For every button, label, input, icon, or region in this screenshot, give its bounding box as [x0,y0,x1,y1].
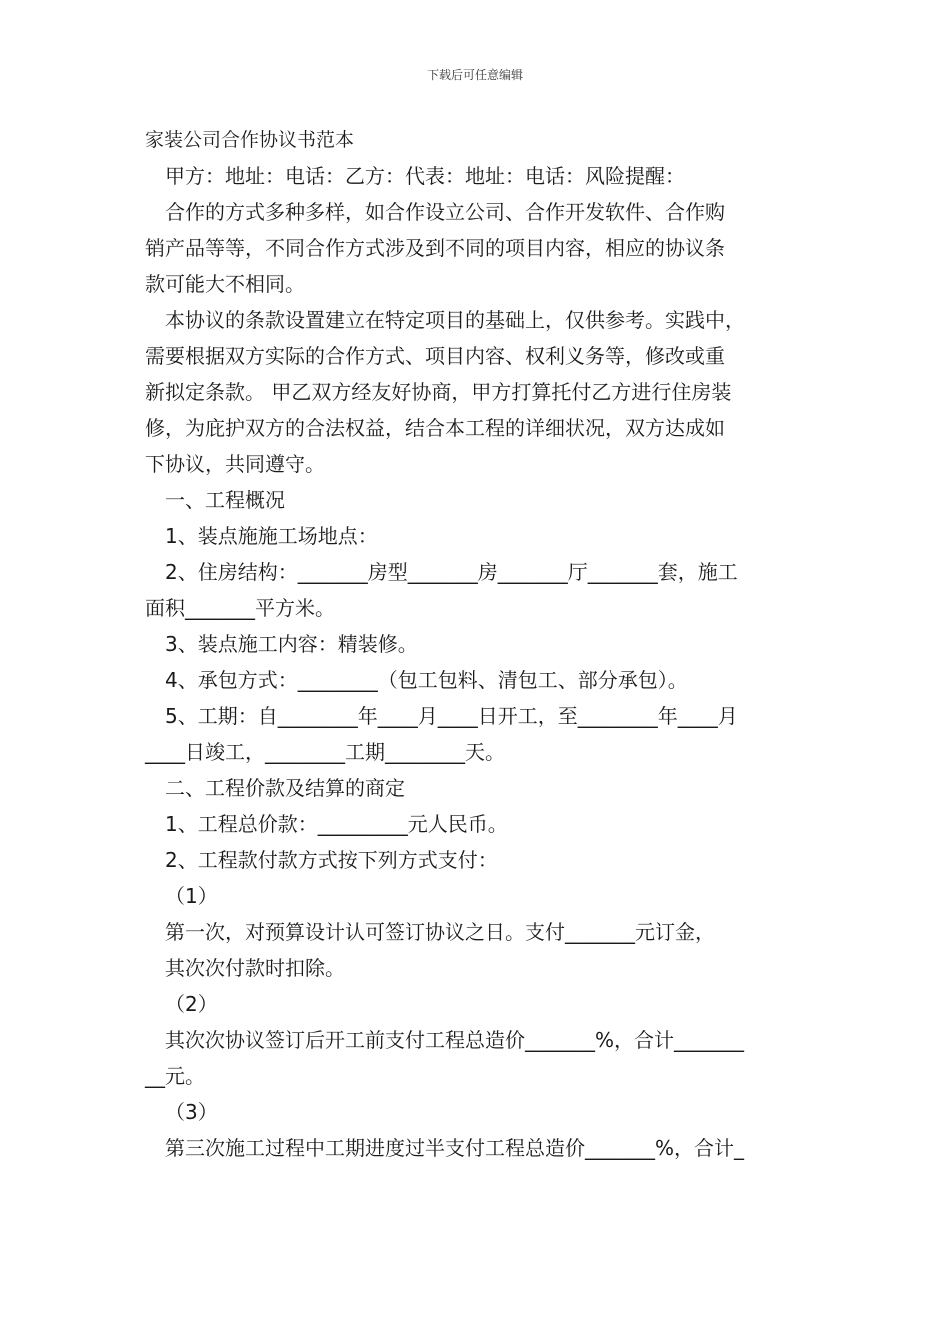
risk-paragraph-2-line-4: 修，为庇护双方的合法权益，结合本工程的详细状况，双方达成如 [145,416,725,440]
parties-line: 甲方：地址：电话：乙方：代表：地址：电话：风险提醒： [165,164,685,188]
payment-2-label: （2） [165,992,218,1016]
risk-paragraph-1-line-3: 款可能大不相同。 [145,272,305,296]
section-1-item-3: 3、装点施工内容：精装修。 [165,632,418,656]
payment-2-line-2: __元。 [145,1064,205,1088]
section-1-item-5-line-1: 5、工期：自________年____月____日开工，至________年____月 [165,704,738,728]
section-1-item-2-line-1: 2、住房结构：_______房型_______房_______厅_______套，施工 [165,560,738,584]
section-1-item-4: 4、承包方式：________（包工包料、清包工、部分承包）。 [165,668,688,692]
risk-paragraph-2-line-5: 下协议，共同遵守。 [145,452,325,476]
document-body [145,122,810,1166]
section-2-item-1: 1、工程总价款：_________元人民币。 [165,812,508,836]
payment-3-line-1: 第三次施工过程中工期进度过半支付工程总造价_______%，合计_ [165,1136,745,1160]
payment-1-line-2: 其次次付款时扣除。 [165,956,345,980]
risk-paragraph-2-line-3: 新拟定条款。 甲乙双方经友好协商，甲方打算托付乙方进行住房装 [145,380,732,404]
section-2-heading: 二、工程价款及结算的商定 [165,776,405,800]
section-1-item-1: 1、装点施施工场地点： [165,524,378,548]
section-2-item-2: 2、工程款付款方式按下列方式支付： [165,848,498,872]
risk-paragraph-1-line-2: 销产品等等，不同合作方式涉及到不同的项目内容，相应的协议条 [145,236,725,260]
payment-1-line-1: 第一次，对预算设计认可签订协议之日。支付_______元订金， [165,920,715,944]
payment-1-label: （1） [165,884,218,908]
section-1-item-5-line-2: ____日竣工，________工期________天。 [145,740,505,764]
payment-2-line-1: 其次次协议签订后开工前支付工程总造价_______%，合计_______ [165,1028,745,1052]
section-1-item-2-line-2: 面积_______平方米。 [145,596,335,620]
payment-3-label: （3） [165,1100,218,1124]
document-title: 家装公司合作协议书范本 [145,129,355,151]
risk-paragraph-2-line-1: 本协议的条款设置建立在特定项目的基础上，仅供参考。实践中， [165,308,745,332]
risk-paragraph-2-line-2: 需要根据双方实际的合作方式、项目内容、权利义务等，修改或重 [145,344,725,368]
risk-paragraph-1-line-1: 合作的方式多种多样，如合作设立公司、合作开发软件、合作购 [165,200,725,224]
section-1-heading: 一、工程概况 [165,488,285,512]
page-header: 下载后可任意编辑 [426,68,523,82]
